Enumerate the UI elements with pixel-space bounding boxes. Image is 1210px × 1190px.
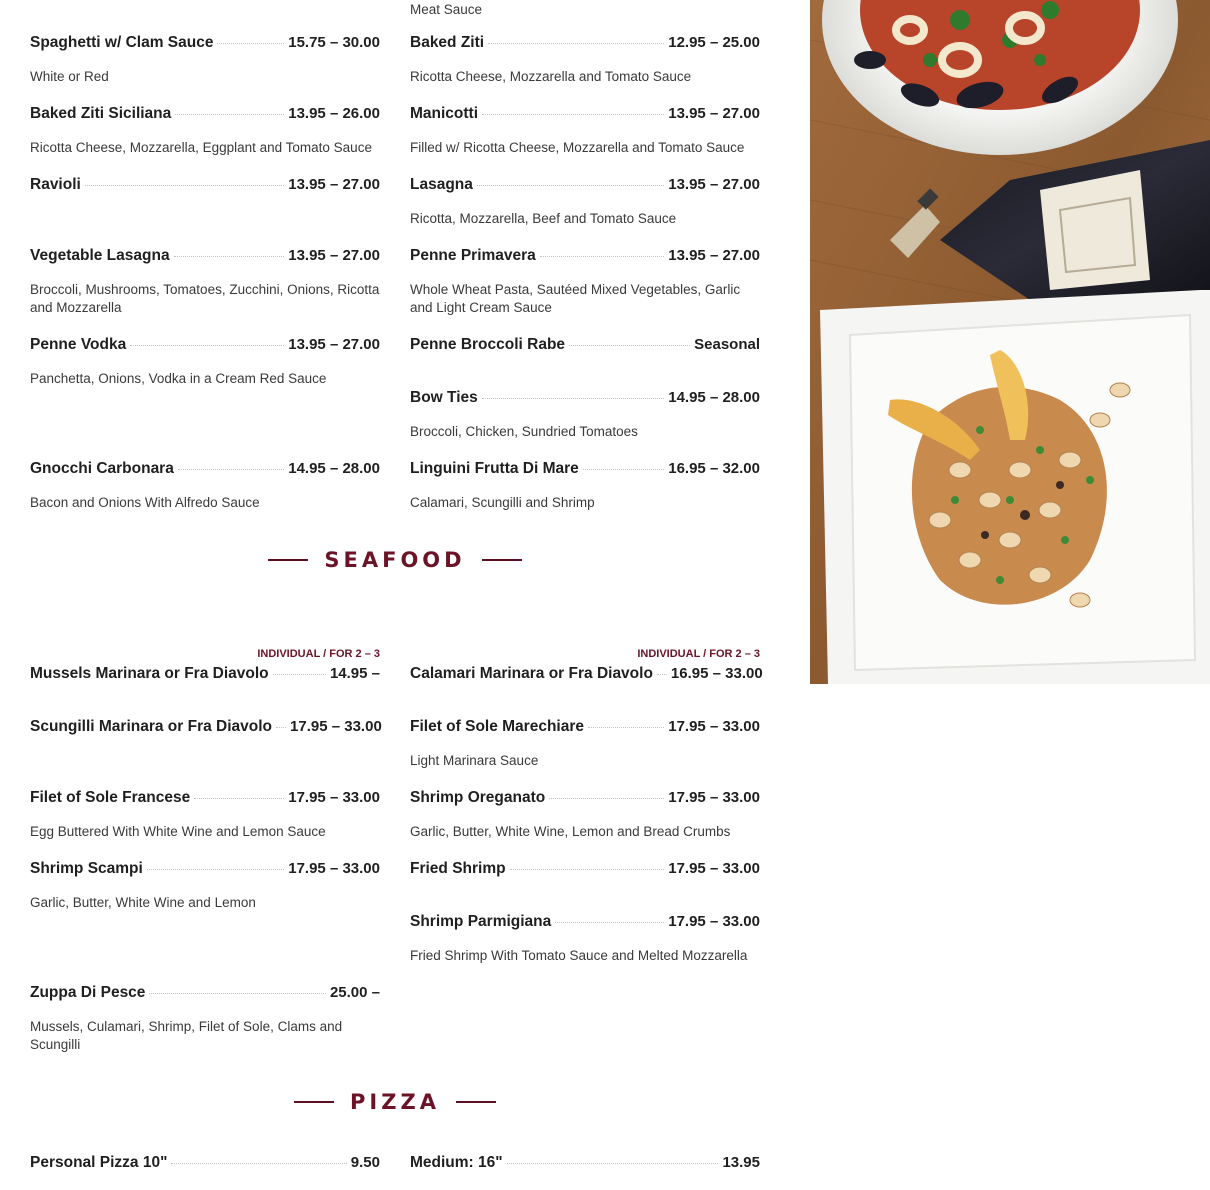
- leader-dots: [174, 256, 285, 257]
- item-description: Bacon and Onions With Alfredo Sauce: [30, 495, 260, 510]
- item-price: 14.95 –: [329, 665, 380, 682]
- menu-item: [410, 34, 760, 86]
- leader-dots: [540, 256, 664, 257]
- item-description: Mussels, Culamari, Shrimp, Filet of Sole, Clams and Scungilli: [30, 1019, 343, 1052]
- heading-rule: [456, 1101, 496, 1103]
- item-name: Baked Ziti: [410, 34, 485, 51]
- leader-dots: [147, 869, 284, 870]
- leader-dots: [477, 185, 664, 186]
- item-name: Scungilli Marinara or Fra Diavolo: [30, 718, 273, 735]
- leader-dots: [588, 727, 664, 728]
- item-name: Fried Shrimp: [410, 860, 506, 877]
- item-price: 17.95 – 33.00: [288, 860, 380, 877]
- item-price: 9.50: [350, 1154, 380, 1171]
- leader-dots: [549, 798, 664, 799]
- item-description: Meat Sauce: [410, 2, 483, 17]
- item-price: 17.95 – 33.00: [668, 860, 760, 877]
- item-price: 16.95 – 33.00: [670, 665, 763, 682]
- leader-dots: [657, 674, 667, 675]
- item-price: 25.00 –: [329, 984, 380, 1001]
- leader-dots: [507, 1163, 719, 1164]
- item-price: Seasonal: [694, 336, 760, 353]
- leader-dots: [171, 1163, 346, 1164]
- item-description: Calamari, Scungilli and Shrimp: [410, 495, 595, 510]
- item-description: Ricotta Cheese, Mozzarella, Eggplant and Tomato Sauce: [30, 140, 372, 155]
- menu-item: [410, 389, 760, 441]
- item-price: 14.95 – 28.00: [288, 460, 380, 477]
- leader-dots: [194, 798, 284, 799]
- item-price: 12.95 – 25.00: [668, 34, 760, 51]
- leader-dots: [85, 185, 284, 186]
- item-price: 16.95 – 32.00: [668, 460, 760, 477]
- leader-dots: [583, 469, 664, 470]
- section-title: PIZZA: [350, 1090, 440, 1114]
- menu-item: [410, 1154, 760, 1178]
- item-name: Shrimp Scampi: [30, 860, 143, 877]
- item-price: 13.95 – 27.00: [288, 336, 380, 353]
- item-price: 13.95 – 26.00: [288, 105, 380, 122]
- item-description: Broccoli, Mushrooms, Tomatoes, Zucchini, Onions, Ricotta and Mozzarella: [30, 282, 380, 315]
- item-description: Broccoli, Chicken, Sundried Tomatoes: [410, 424, 638, 439]
- leader-dots: [175, 114, 284, 115]
- item-price: 17.95 – 33.00: [668, 718, 760, 735]
- menu-item: [410, 789, 760, 841]
- menu-item: [410, 913, 760, 965]
- item-name: Ravioli: [30, 176, 81, 193]
- leader-dots: [488, 43, 664, 44]
- item-name: Linguini Frutta Di Mare: [410, 460, 579, 477]
- leader-dots: [178, 469, 284, 470]
- section-title: SEAFOOD: [324, 548, 466, 572]
- menu-item: [30, 105, 380, 157]
- item-name: Medium: 16": [410, 1154, 503, 1171]
- item-description: Egg Buttered With White Wine and Lemon Sauce: [30, 824, 326, 839]
- item-name: Shrimp Oreganato: [410, 789, 546, 806]
- item-name: Lasagna: [410, 176, 473, 193]
- item-name: Baked Ziti Siciliana: [30, 105, 172, 122]
- heading-rule: [268, 559, 308, 561]
- item-name: Filet of Sole Francese: [30, 789, 191, 806]
- item-price: 13.95 – 27.00: [668, 247, 760, 264]
- menu-item: [410, 247, 760, 317]
- leader-dots: [482, 114, 664, 115]
- item-description: Ricotta, Mozzarella, Beef and Tomato Sauce: [410, 211, 677, 226]
- item-name: Penne Broccoli Rabe: [410, 336, 566, 353]
- menu-item: [410, 105, 760, 157]
- menu-item: [30, 789, 380, 841]
- menu-item: [410, 860, 760, 884]
- leader-dots: [130, 345, 284, 346]
- item-name: Penne Primavera: [410, 247, 536, 264]
- item-description: Garlic, Butter, White Wine, Lemon and Bread Crumbs: [410, 824, 731, 839]
- menu-item: [30, 984, 380, 1054]
- leader-dots: [482, 398, 664, 399]
- menu-item: [30, 665, 380, 689]
- menu-item: [30, 336, 380, 388]
- item-name: Manicotti: [410, 105, 479, 122]
- food-photo-icon: [810, 0, 1210, 684]
- item-name: Penne Vodka: [30, 336, 127, 353]
- item-price: 13.95 – 27.00: [668, 105, 760, 122]
- menu-item: [410, 665, 763, 689]
- item-price: 13.95 – 27.00: [668, 176, 760, 193]
- item-price: 17.95 – 33.00: [290, 718, 382, 735]
- item-description: Filled w/ Ricotta Cheese, Mozzarella and Tomato Sauce: [410, 140, 745, 155]
- item-description: Whole Wheat Pasta, Sautéed Mixed Vegetables, Garlic and Light Cream Sauce: [410, 282, 741, 315]
- item-price: 17.95 – 33.00: [668, 789, 760, 806]
- item-name: Shrimp Parmigiana: [410, 913, 552, 930]
- heading-rule: [294, 1101, 334, 1103]
- item-price: 13.95 – 27.00: [288, 247, 380, 264]
- leader-dots: [276, 727, 286, 728]
- item-name: Calamari Marinara or Fra Diavolo: [410, 665, 653, 682]
- item-name: Gnocchi Carbonara: [30, 460, 174, 477]
- portion-tag: INDIVIDUAL / FOR 2 – 3: [637, 648, 760, 660]
- item-description: Garlic, Butter, White Wine and Lemon: [30, 895, 256, 910]
- item-description: Panchetta, Onions, Vodka in a Cream Red Sauce: [30, 371, 327, 386]
- menu-item: [30, 34, 380, 86]
- item-description: White or Red: [30, 69, 109, 84]
- item-price: 14.95 – 28.00: [668, 389, 760, 406]
- menu-item: [30, 1154, 380, 1178]
- item-name: Personal Pizza 10": [30, 1154, 168, 1171]
- leader-dots: [569, 345, 690, 346]
- menu-item: [30, 718, 380, 742]
- menu-item: [30, 247, 380, 317]
- heading-rule: [482, 559, 522, 561]
- item-name: Zuppa Di Pesce: [30, 984, 146, 1001]
- item-price: 17.95 – 33.00: [668, 913, 760, 930]
- leader-dots: [555, 922, 664, 923]
- item-description: Light Marinara Sauce: [410, 753, 539, 768]
- menu-item: [410, 460, 760, 512]
- leader-dots: [217, 43, 284, 44]
- menu-item: [410, 718, 760, 770]
- portion-tag: INDIVIDUAL / FOR 2 – 3: [257, 648, 380, 660]
- item-name: Spaghetti w/ Clam Sauce: [30, 34, 214, 51]
- item-price: 17.95 – 33.00: [288, 789, 380, 806]
- item-description: Fried Shrimp With Tomato Sauce and Melted Mozzarella: [410, 948, 748, 963]
- leader-dots: [273, 674, 326, 675]
- leader-dots: [510, 869, 665, 870]
- item-price: 15.75 – 30.00: [288, 34, 380, 51]
- menu-item: [30, 176, 380, 200]
- leader-dots: [149, 993, 326, 994]
- item-name: Bow Ties: [410, 389, 478, 406]
- item-price: 13.95 – 27.00: [288, 176, 380, 193]
- menu-item: [410, 336, 760, 360]
- item-name: Vegetable Lasagna: [30, 247, 170, 264]
- item-description: Ricotta Cheese, Mozzarella and Tomato Sauce: [410, 69, 692, 84]
- section-heading-seafood: [30, 548, 760, 572]
- menu-item: [30, 460, 380, 512]
- section-heading-pizza: [30, 1090, 760, 1114]
- menu-item: [30, 860, 380, 912]
- menu-item: [410, 176, 760, 228]
- item-name: Mussels Marinara or Fra Diavolo: [30, 665, 269, 682]
- item-name: Filet of Sole Marechiare: [410, 718, 584, 735]
- item-price: 13.95: [722, 1154, 760, 1171]
